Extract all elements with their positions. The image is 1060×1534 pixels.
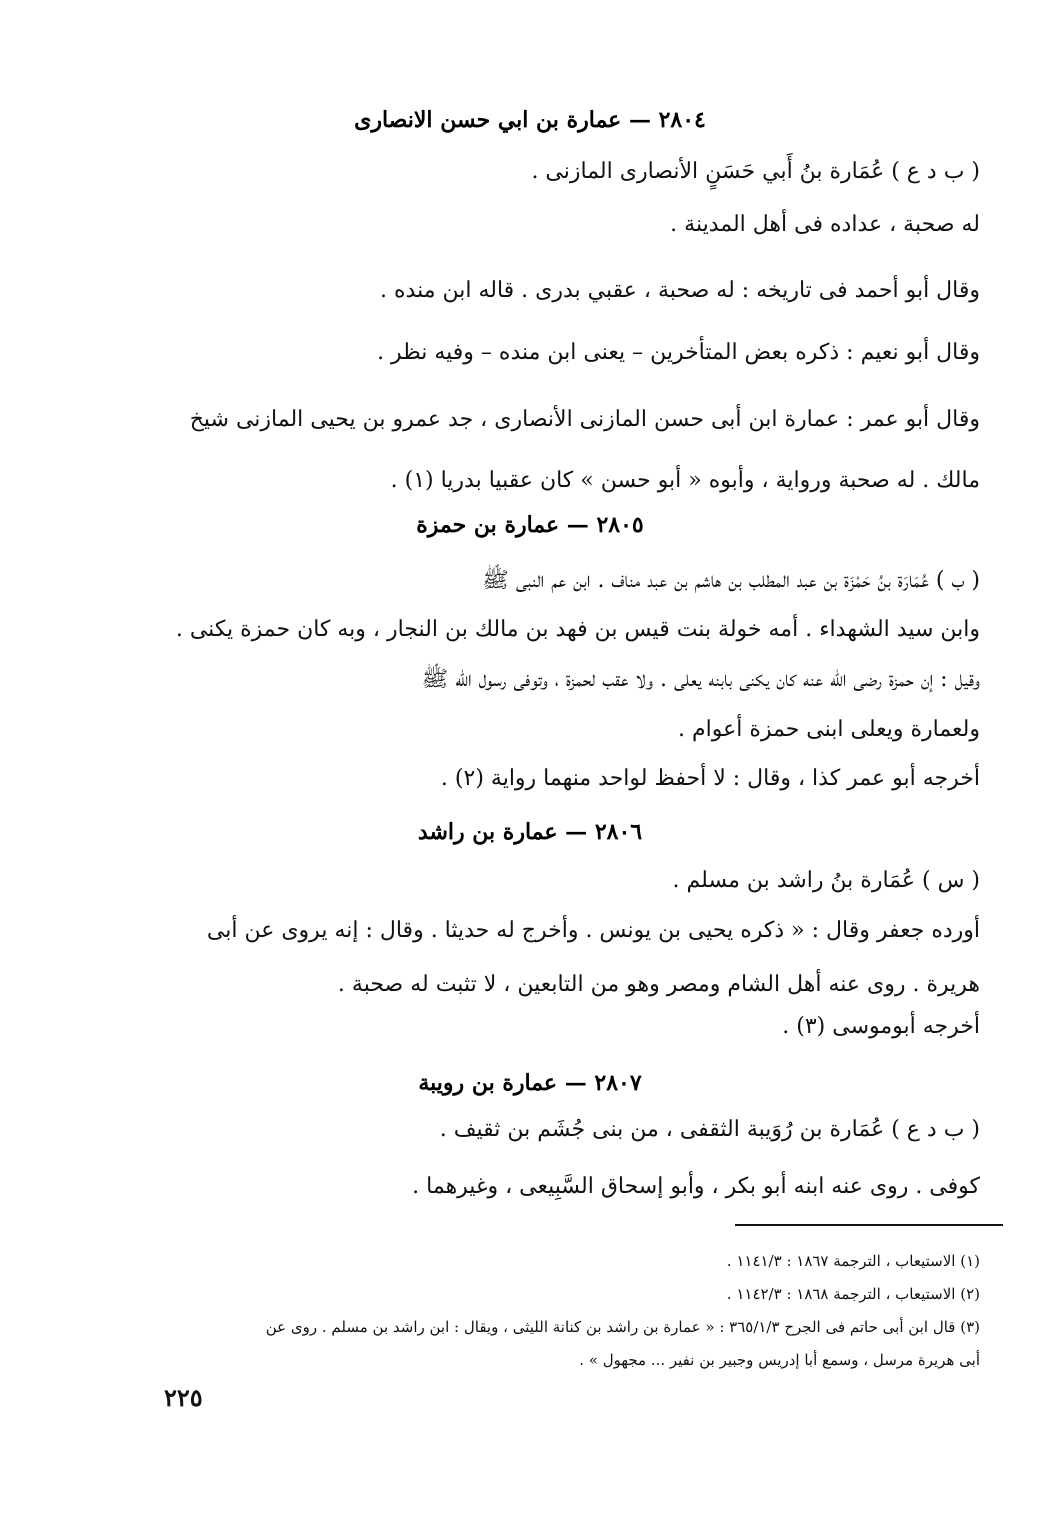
entry-line: أخرجه أبو عمر كذا ، وقال : لا أحفظ لواحد منهما رواية (٢) . (440, 766, 980, 791)
entry-line: أخرجه أبوموسى (٣) . (782, 1014, 980, 1039)
entry-line: وقال أبو عمر : عمارة ابن أبى حسن المازنى الأنصارى ، جد عمرو بن يحيى المازنى شيخ (189, 407, 980, 432)
footnote: (١) الاستيعاب ، الترجمة ١٨٦٧ : ١١٤١/٣ . (726, 1252, 980, 1270)
entry-line: أورده جعفر وقال : « ذكره يحيى بن يونس . وأخرج له حديثا . وقال : إنه يروى عن أبى (206, 918, 980, 943)
entry-line: ( س ) عُمَارة بنُ راشد بن مسلم . (672, 868, 980, 893)
entry-heading: ٢٨٠٥ — عمارة بن حمزة (416, 512, 644, 538)
entry-heading: ٢٨٠٧ — عمارة بن رويبة (418, 1070, 642, 1096)
entry-line: وقال أبو أحمد فى تاريخه : له صحبة ، عقبي بدرى . قاله ابن منده . (380, 278, 980, 303)
entry-line: هريرة . روى عنه أهل الشام ومصر وهو من التابعين ، لا تثبت له صحبة . (337, 972, 980, 997)
entry-heading: ٢٨٠٦ — عمارة بن راشد (417, 819, 643, 845)
entry-line: له صحبة ، عداده فى أهل المدينة . (670, 212, 980, 237)
entry-line: ( ب ) عُمَارَة بنُ حَمْزَة بن عبد المطلب بن هاشم بن عبد مناف . ابن عم النبى ﷺ (482, 568, 980, 593)
footnote: (٢) الاستيعاب ، الترجمة ١٨٦٨ : ١١٤٢/٣ . (726, 1285, 980, 1303)
entry-line: وابن سيد الشهداء . أمه خولة بنت قيس بن فهد بن مالك بن النجار ، وبه كان حمزة يكنى . (175, 617, 980, 642)
entry-line: كوفى . روى عنه ابنه أبو بكر ، وأبو إسحاق السَّبِيعى ، وغيرهما . (412, 1174, 980, 1199)
entry-line: وقال أبو نعيم : ذكره بعض المتأخرين – يعنى ابن منده – وفيه نظر . (377, 340, 980, 365)
footnote: (٣) قال ابن أبى حاتم فى الجرح ٣٦٥/١/٣ : « عمارة بن راشد بن كنانة الليثى ، ويقال : ابن راشد بن مسلم . روى عن (265, 1318, 980, 1336)
entry-line: ( ب د ع ) عُمَارة بنُ أَبي حَسَنٍ الأنصارى المازنى . (531, 159, 980, 184)
footnote-divider (735, 1224, 1003, 1226)
page-number: ٢٢٥ (164, 1383, 203, 1412)
entry-line: ( ب د ع ) عُمَارة بن رُوَيبة الثقفى ، من بنى جُشَم بن ثقيف . (439, 1117, 980, 1142)
entry-line: ولعمارة ويعلى ابنى حمزة أعوام . (678, 717, 980, 742)
footnote: أبى هريرة مرسل ، وسمع أبا إدريس وجبير بن نفير ... مجهول » . (579, 1351, 980, 1369)
entry-line: مالك . له صحبة ورواية ، وأبوه « أبو حسن » كان عقبيا بدريا (١) . (390, 468, 980, 493)
entry-line: وقيل : إن حمزة رضى الله عنه كان يكنى بابنه يعلى . ولا عقب لحمزة ، وتوفى رسول الله ﷺ (421, 667, 980, 692)
entry-heading: ٢٨٠٤ — عمارة بن ابي حسن الانصارى (354, 107, 706, 133)
